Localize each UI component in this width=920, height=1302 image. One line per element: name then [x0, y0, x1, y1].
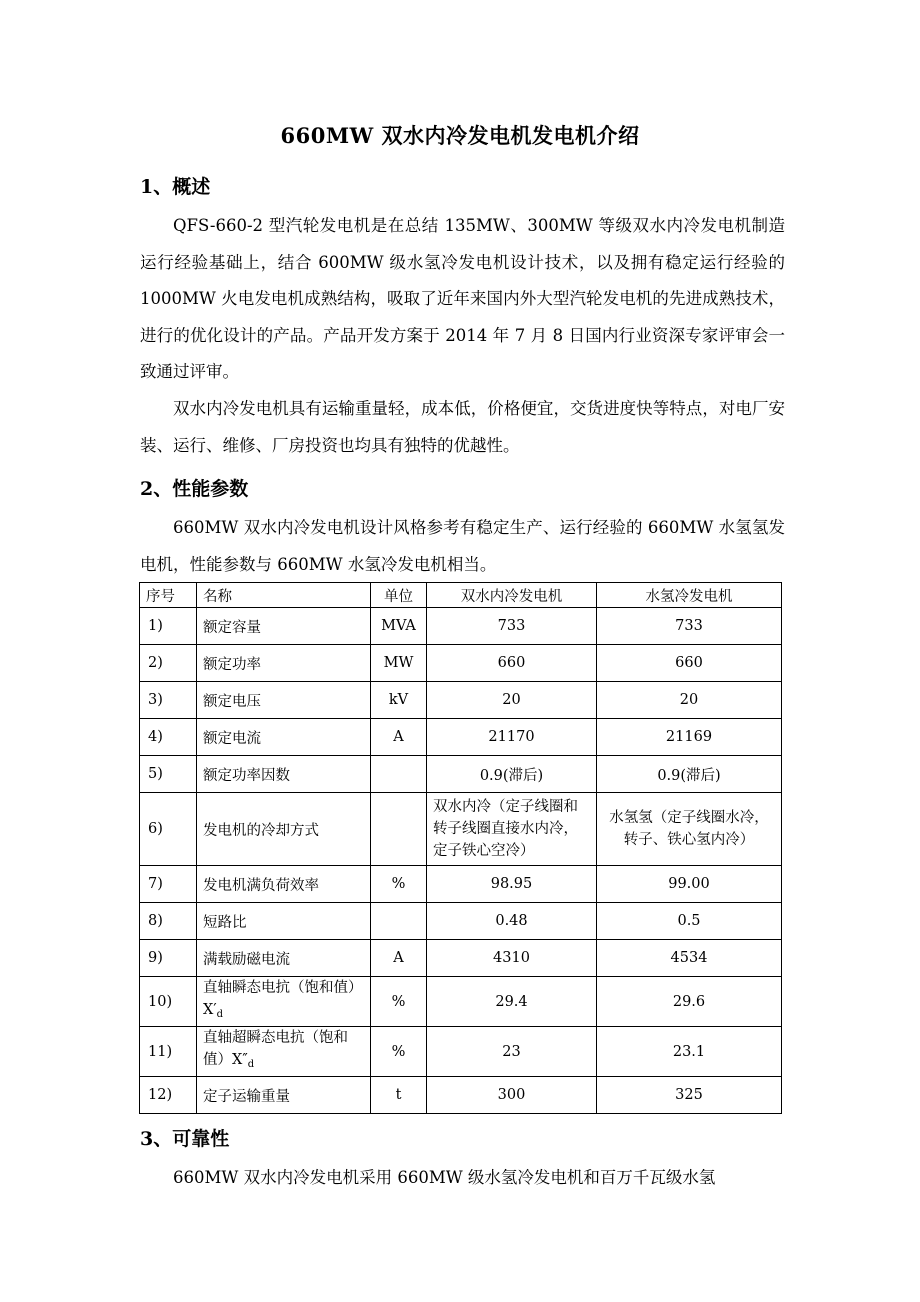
row-no: 12) [140, 1077, 197, 1114]
row-name: 满载励磁电流 [197, 940, 371, 977]
row-no: 9) [140, 940, 197, 977]
header-unit: 单位 [371, 583, 427, 608]
row-name: 发电机的冷却方式 [197, 793, 371, 866]
row-name-subscript: d [216, 1009, 224, 1020]
row-unit: % [371, 1027, 427, 1077]
row-unit: % [371, 866, 427, 903]
row-no: 11) [140, 1027, 197, 1077]
table-row [140, 903, 782, 940]
table-header-row [140, 583, 782, 608]
row-unit: A [371, 940, 427, 977]
row-value-b: 29.6 [597, 977, 782, 1027]
row-name-main: 直轴超瞬态电抗（饱和值）X″ [203, 1030, 348, 1068]
row-name [197, 977, 371, 1027]
table-row [140, 1027, 782, 1077]
row-no: 4) [140, 719, 197, 756]
row-value-b: 4534 [597, 940, 782, 977]
row-value-a: 98.95 [427, 866, 597, 903]
table-row [140, 977, 782, 1027]
row-no: 3) [140, 682, 197, 719]
table-row [140, 756, 782, 793]
row-unit: % [371, 977, 427, 1027]
row-value-b: 660 [597, 645, 782, 682]
row-name-subscript: d [247, 1059, 255, 1070]
row-unit [371, 793, 427, 866]
header-no: 序号 [140, 583, 197, 608]
row-name: 额定功率 [197, 645, 371, 682]
performance-table [139, 582, 782, 1114]
row-value-b: 水氢氢（定子线圈水冷，转子、铁心氢内冷） [597, 793, 782, 866]
row-value-a: 733 [427, 608, 597, 645]
row-value-b: 99.00 [597, 866, 782, 903]
row-no: 5) [140, 756, 197, 793]
row-unit: A [371, 719, 427, 756]
row-name: 发电机满负荷效率 [197, 866, 371, 903]
row-unit [371, 756, 427, 793]
row-value-a: 29.4 [427, 977, 597, 1027]
row-value-b: 0.9(滞后) [597, 756, 782, 793]
row-no: 6) [140, 793, 197, 866]
row-no: 10) [140, 977, 197, 1027]
row-name: 定子运输重量 [197, 1077, 371, 1114]
row-value-a: 0.9(滞后) [427, 756, 597, 793]
row-name [197, 1027, 371, 1077]
row-unit: MW [371, 645, 427, 682]
table-row [140, 645, 782, 682]
row-unit: t [371, 1077, 427, 1114]
row-value-b: 21169 [597, 719, 782, 756]
row-no: 1) [140, 608, 197, 645]
row-value-b: 20 [597, 682, 782, 719]
section-1-paragraph-2: 双水内冷发电机具有运输重量轻，成本低，价格便宜，交货进度快等特点，对电厂安装、运行、维修、厂房投资也均具有独特的优越性。 [140, 399, 785, 455]
section-3-paragraph-1: 660MW 双水内冷发电机采用 660MW 级水氢冷发电机和百万千瓦级水氢 [173, 1168, 716, 1187]
row-name: 额定电流 [197, 719, 371, 756]
header-name: 名称 [197, 583, 371, 608]
row-name: 短路比 [197, 903, 371, 940]
section-2-heading: 2、性能参数 [140, 478, 249, 500]
row-name: 额定功率因数 [197, 756, 371, 793]
row-value-a: 660 [427, 645, 597, 682]
row-value-a: 双水内冷（定子线圈和转子线圈直接水内冷，定子铁心空冷） [427, 793, 597, 866]
document-title: 660MW 双水内冷发电机发电机介绍 [280, 123, 640, 148]
row-value-a: 21170 [427, 719, 597, 756]
row-value-a: 300 [427, 1077, 597, 1114]
row-value-a: 0.48 [427, 903, 597, 940]
row-no: 2) [140, 645, 197, 682]
table-row [140, 866, 782, 903]
section-3-heading: 3、可靠性 [140, 1128, 230, 1150]
row-name-main: 直轴瞬态电抗（饱和值）X′ [203, 980, 363, 1018]
row-no: 8) [140, 903, 197, 940]
section-1-paragraph-1: QFS-660-2 型汽轮发电机是在总结 135MW、300MW 等级双水内冷发电机制造运行经验基础上，结合 600MW 级水氢冷发电机设计技术，以及拥有稳定运行经验的 1000MW 火电发电机成熟结构，吸取了近年来国内外大型汽轮发电机的先进成熟技术，进行的优化设计的产品。产品开发方案于 2014 年 7 月 8 日国内行业资深专家评审会一致通过评审。 [140, 216, 785, 381]
header-water-hydrogen: 水氢冷发电机 [597, 583, 782, 608]
row-value-b: 733 [597, 608, 782, 645]
section-2-paragraph-1: 660MW 双水内冷发电机设计风格参考有稳定生产、运行经验的 660MW 水氢氢发电机，性能参数与 660MW 水氢冷发电机相当。 [140, 518, 785, 574]
section-1-heading: 1、概述 [140, 176, 211, 198]
row-name: 额定容量 [197, 608, 371, 645]
row-unit: MVA [371, 608, 427, 645]
row-value-b: 325 [597, 1077, 782, 1114]
table-row [140, 793, 782, 866]
row-no: 7) [140, 866, 197, 903]
header-double-water: 双水内冷发电机 [427, 583, 597, 608]
row-value-b: 23.1 [597, 1027, 782, 1077]
table-row [140, 1077, 782, 1114]
table-row [140, 608, 782, 645]
table-row [140, 719, 782, 756]
table-row [140, 940, 782, 977]
row-value-b: 0.5 [597, 903, 782, 940]
table-row [140, 682, 782, 719]
row-value-a: 20 [427, 682, 597, 719]
row-value-a: 4310 [427, 940, 597, 977]
row-name: 额定电压 [197, 682, 371, 719]
row-value-a: 23 [427, 1027, 597, 1077]
row-unit: kV [371, 682, 427, 719]
row-unit [371, 903, 427, 940]
